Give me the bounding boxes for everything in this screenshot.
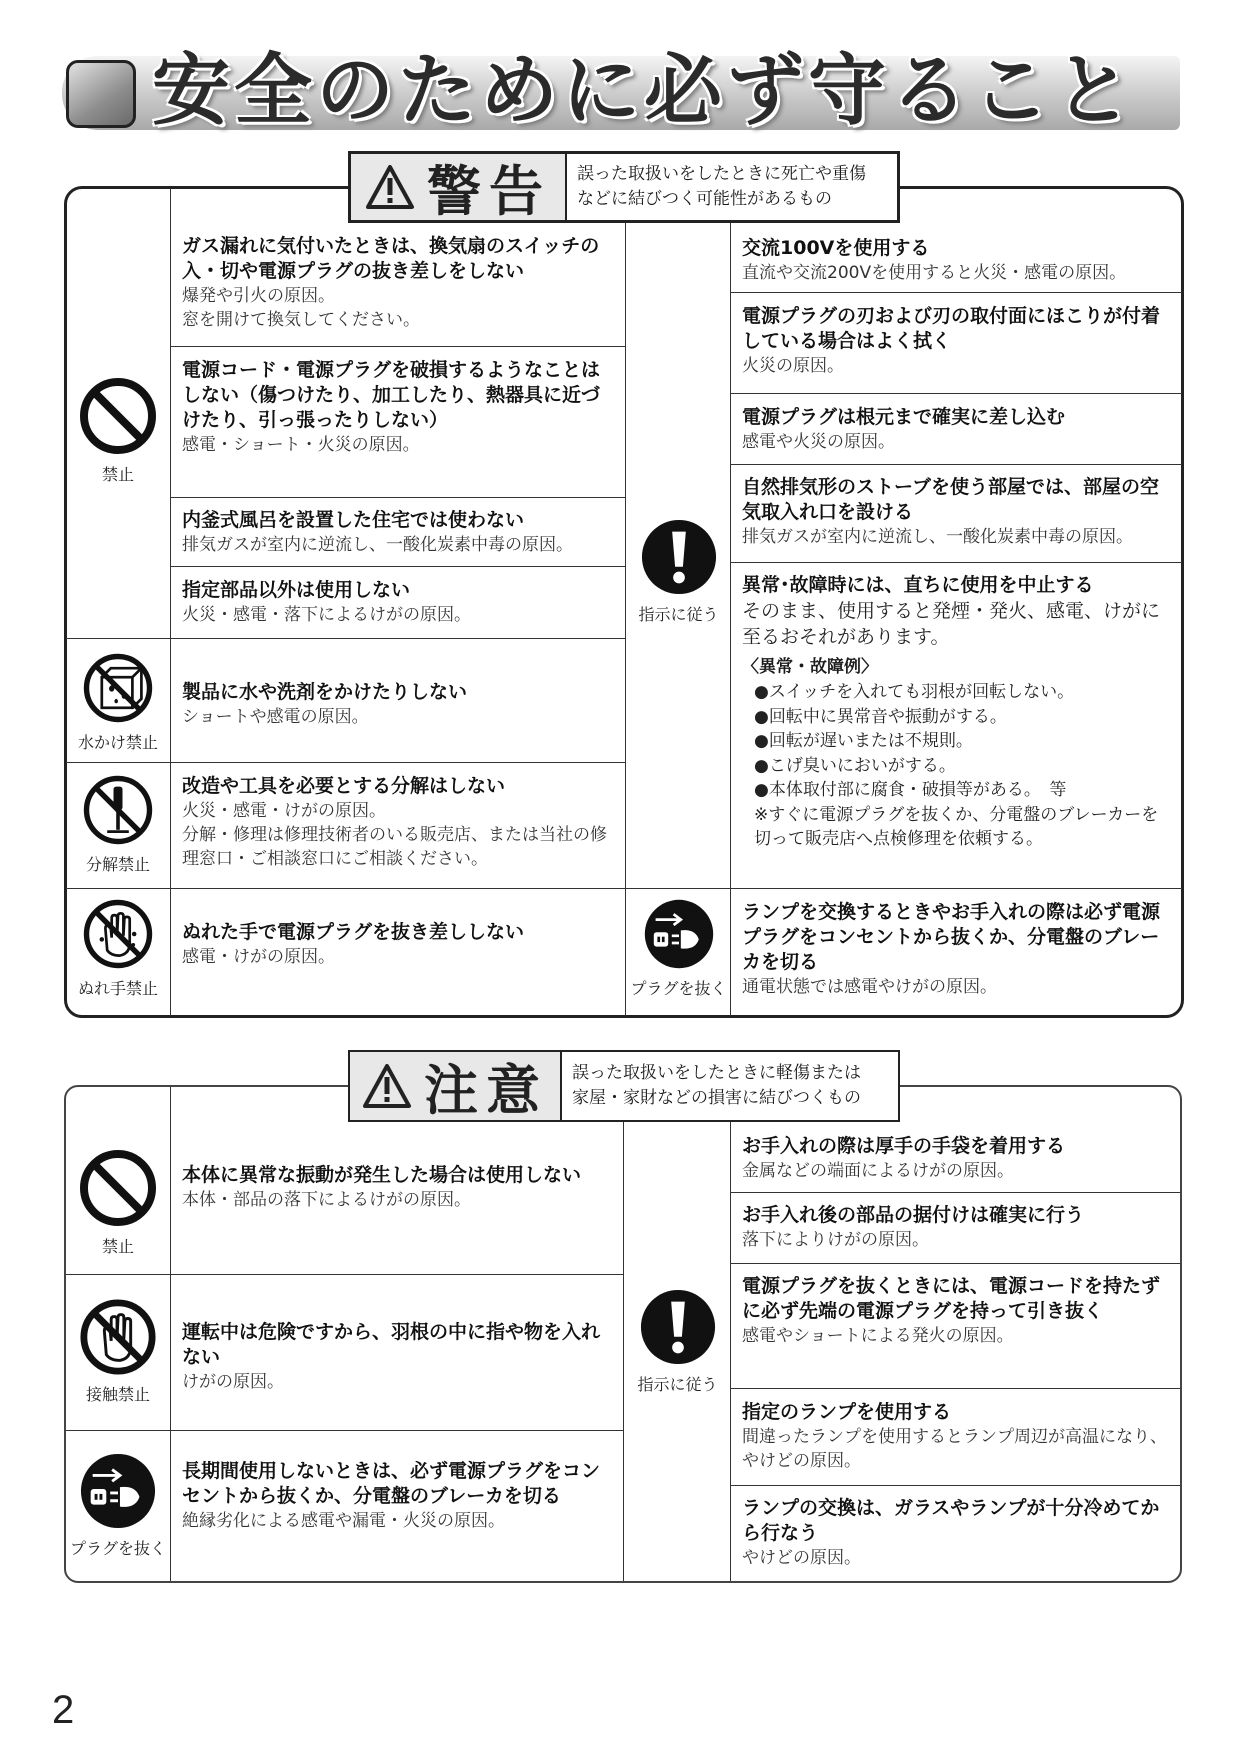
icon-label: プラグを抜く [69, 1539, 166, 1558]
divider [625, 223, 626, 1016]
unplug-icon-cell [627, 898, 730, 999]
unplug-icon [643, 898, 715, 970]
page-number: 2 [52, 1688, 75, 1732]
divider [730, 292, 1182, 293]
prohibited-icon-cell [66, 376, 170, 485]
divider [730, 562, 1182, 563]
divider [730, 1192, 1180, 1193]
page-title: 安全のために必ず守ること [152, 46, 1137, 136]
warning-badge [348, 151, 900, 223]
no-touch-icon-cell [66, 1298, 170, 1405]
list-item: 交流100Vを使用する 直流や交流200Vを使用すると火災・感電の原因。 [742, 237, 1127, 283]
list-item: 電源プラグの刃および刃の取付面にほこりが付着している場合はよく拭く 火災の原因。 [742, 305, 1161, 376]
divider [66, 1430, 623, 1431]
caution-triangle-icon [362, 1063, 412, 1109]
divider [623, 1122, 624, 1581]
prohibited-icon-cell [66, 1148, 170, 1257]
title-square-icon [66, 60, 136, 128]
icon-label: プラグを抜く [630, 979, 727, 998]
unplug-icon-cell [66, 1452, 170, 1559]
icon-label: 分解禁止 [85, 855, 150, 874]
divider [66, 762, 625, 763]
divider [730, 1122, 731, 1581]
no-disassembly-icon [82, 774, 154, 846]
list-item: お手入れの際は厚手の手袋を着用する 金属などの端面によるけがの原因。 [742, 1135, 1066, 1181]
caution-description: 誤った取扱いをしたときに軽傷または 家屋・家財などの損害に結びつくもの [562, 1052, 871, 1120]
list-item: ぬれた手で電源プラグを抜き差ししない 感電・けがの原因。 [182, 921, 525, 967]
divider [66, 638, 625, 639]
list-item: 長期間使用しないときは、必ず電源プラグをコンセントから抜くか、分電盤のブレーカを切る 絶縁劣化による感電や漏電・火災の原因。 [182, 1460, 601, 1531]
exclamation-icon [639, 1288, 717, 1366]
warning-label-area [351, 154, 567, 223]
follow-instructions-icon-cell [627, 518, 730, 625]
list-item: 運転中は危険ですから、羽根の中に指や物を入れない けがの原因。 [182, 1321, 601, 1392]
caution-badge [348, 1050, 900, 1122]
warning-triangle-icon [365, 164, 415, 210]
icon-label: 禁止 [101, 465, 134, 484]
no-wet-hands-icon-cell [66, 898, 170, 999]
divider [730, 1485, 1180, 1486]
warning-description: 誤った取扱いをしたときに死亡や重傷 などに結びつく可能性があるもの [567, 154, 876, 220]
divider [730, 1263, 1180, 1264]
icon-label: ぬれ手禁止 [77, 979, 158, 998]
divider [730, 464, 1182, 465]
list-item: 指定のランプを使用する 間違ったランプを使用するとランプ周辺が高温になり、やけどの原因。 [742, 1401, 1167, 1471]
list-item: 異常･故障時には、直ちに使用を中止する そのまま、使用すると発煙・発火、感電、けがに至るおそれがあります。 〈異常・故障例〉 ●スイッチを入れても羽根が回転しない。 ●回転中に異常音や振動がする。 ●回転が遅いまたは不規則。 ●こげ臭いにおいがする。 ●本体取付部に腐食・破損等がある。 等 ※すぐに電源プラグを抜くか、分電盤のブレーカーを切って販売店へ点検修理を依頼する。 [742, 574, 1161, 849]
caution-label-area [350, 1052, 562, 1120]
unplug-icon [79, 1452, 157, 1530]
list-item: 内釜式風呂を設置した住宅では使わない 排気ガスが室内に逆流し、一酸化炭素中毒の原因。 [182, 509, 573, 555]
divider [170, 1087, 171, 1581]
list-item: 指定部品以外は使用しない 火災・感電・落下によるけがの原因。 [182, 579, 471, 625]
prohibited-icon [78, 1148, 158, 1228]
no-touch-icon [79, 1298, 157, 1376]
list-item: ガス漏れに気付いたときは、換気扇のスイッチの入・切や電源プラグの抜き差しをしない 爆発や引火の原因。 窓を開けて換気してください。 [182, 235, 600, 330]
divider [66, 888, 1182, 889]
divider [170, 566, 625, 567]
list-item: ランプを交換するときやお手入れの際は必ず電源プラグをコンセントから抜くか、分電盤のブレーカを切る 通電状態では感電やけがの原因。 [742, 901, 1161, 997]
no-water-icon [82, 652, 154, 724]
icon-label: 指示に従う [638, 605, 719, 624]
list-item: 電源プラグは根元まで確実に差し込む 感電や火災の原因。 [742, 406, 1066, 452]
list-item: 製品に水や洗剤をかけたりしない ショートや感電の原因。 [182, 681, 468, 727]
list-item: お手入れ後の部品の据付けは確実に行う 落下によりけがの原因。 [742, 1204, 1085, 1250]
no-wet-hands-icon [82, 898, 154, 970]
list-item: 改造や工具を必要とする分解はしない 火災・感電・けがの原因。 分解・修理は修理技術者のいる販売店、または当社の修理窓口・ご相談窓口にご相談ください。 [182, 775, 607, 869]
list-item: 電源コード・電源プラグを破損するようなことはしない（傷つけたり、加工したり、熱器具に近づけたり、引っ張ったりしない） 感電・ショート・火災の原因。 [182, 359, 601, 455]
list-item: 本体に異常な振動が発生した場合は使用しない 本体・部品の落下によるけがの原因。 [182, 1164, 582, 1210]
list-item: ランプの交換は、ガラスやランプが十分冷めてから行なう やけどの原因。 [742, 1497, 1160, 1568]
prohibited-icon [78, 376, 158, 456]
icon-label: 指示に従う [637, 1375, 718, 1394]
divider [66, 1274, 623, 1275]
no-water-icon-cell [66, 652, 170, 753]
divider [730, 223, 731, 1016]
divider [730, 393, 1182, 394]
divider [170, 497, 625, 498]
list-item: 電源プラグを抜くときには、電源コードを持たずに必ず先端の電源プラグを持って引き抜く 感電やショートによる発火の原因。 [742, 1275, 1161, 1346]
divider [730, 1388, 1180, 1389]
divider [170, 346, 625, 347]
warning-label: 警告 [427, 159, 551, 223]
list-item: 自然排気形のストーブを使う部屋では、部屋の空気取入れ口を設ける 排気ガスが室内に逆流し、一酸化炭素中毒の原因。 [742, 476, 1160, 547]
no-disassembly-icon-cell [66, 774, 170, 875]
follow-instructions-icon-cell [625, 1288, 730, 1395]
icon-label: 禁止 [101, 1237, 134, 1256]
icon-label: 水かけ禁止 [77, 733, 158, 752]
caution-label: 注意 [424, 1058, 548, 1122]
divider [170, 188, 171, 1016]
exclamation-icon [640, 518, 718, 596]
icon-label: 接触禁止 [85, 1385, 150, 1404]
